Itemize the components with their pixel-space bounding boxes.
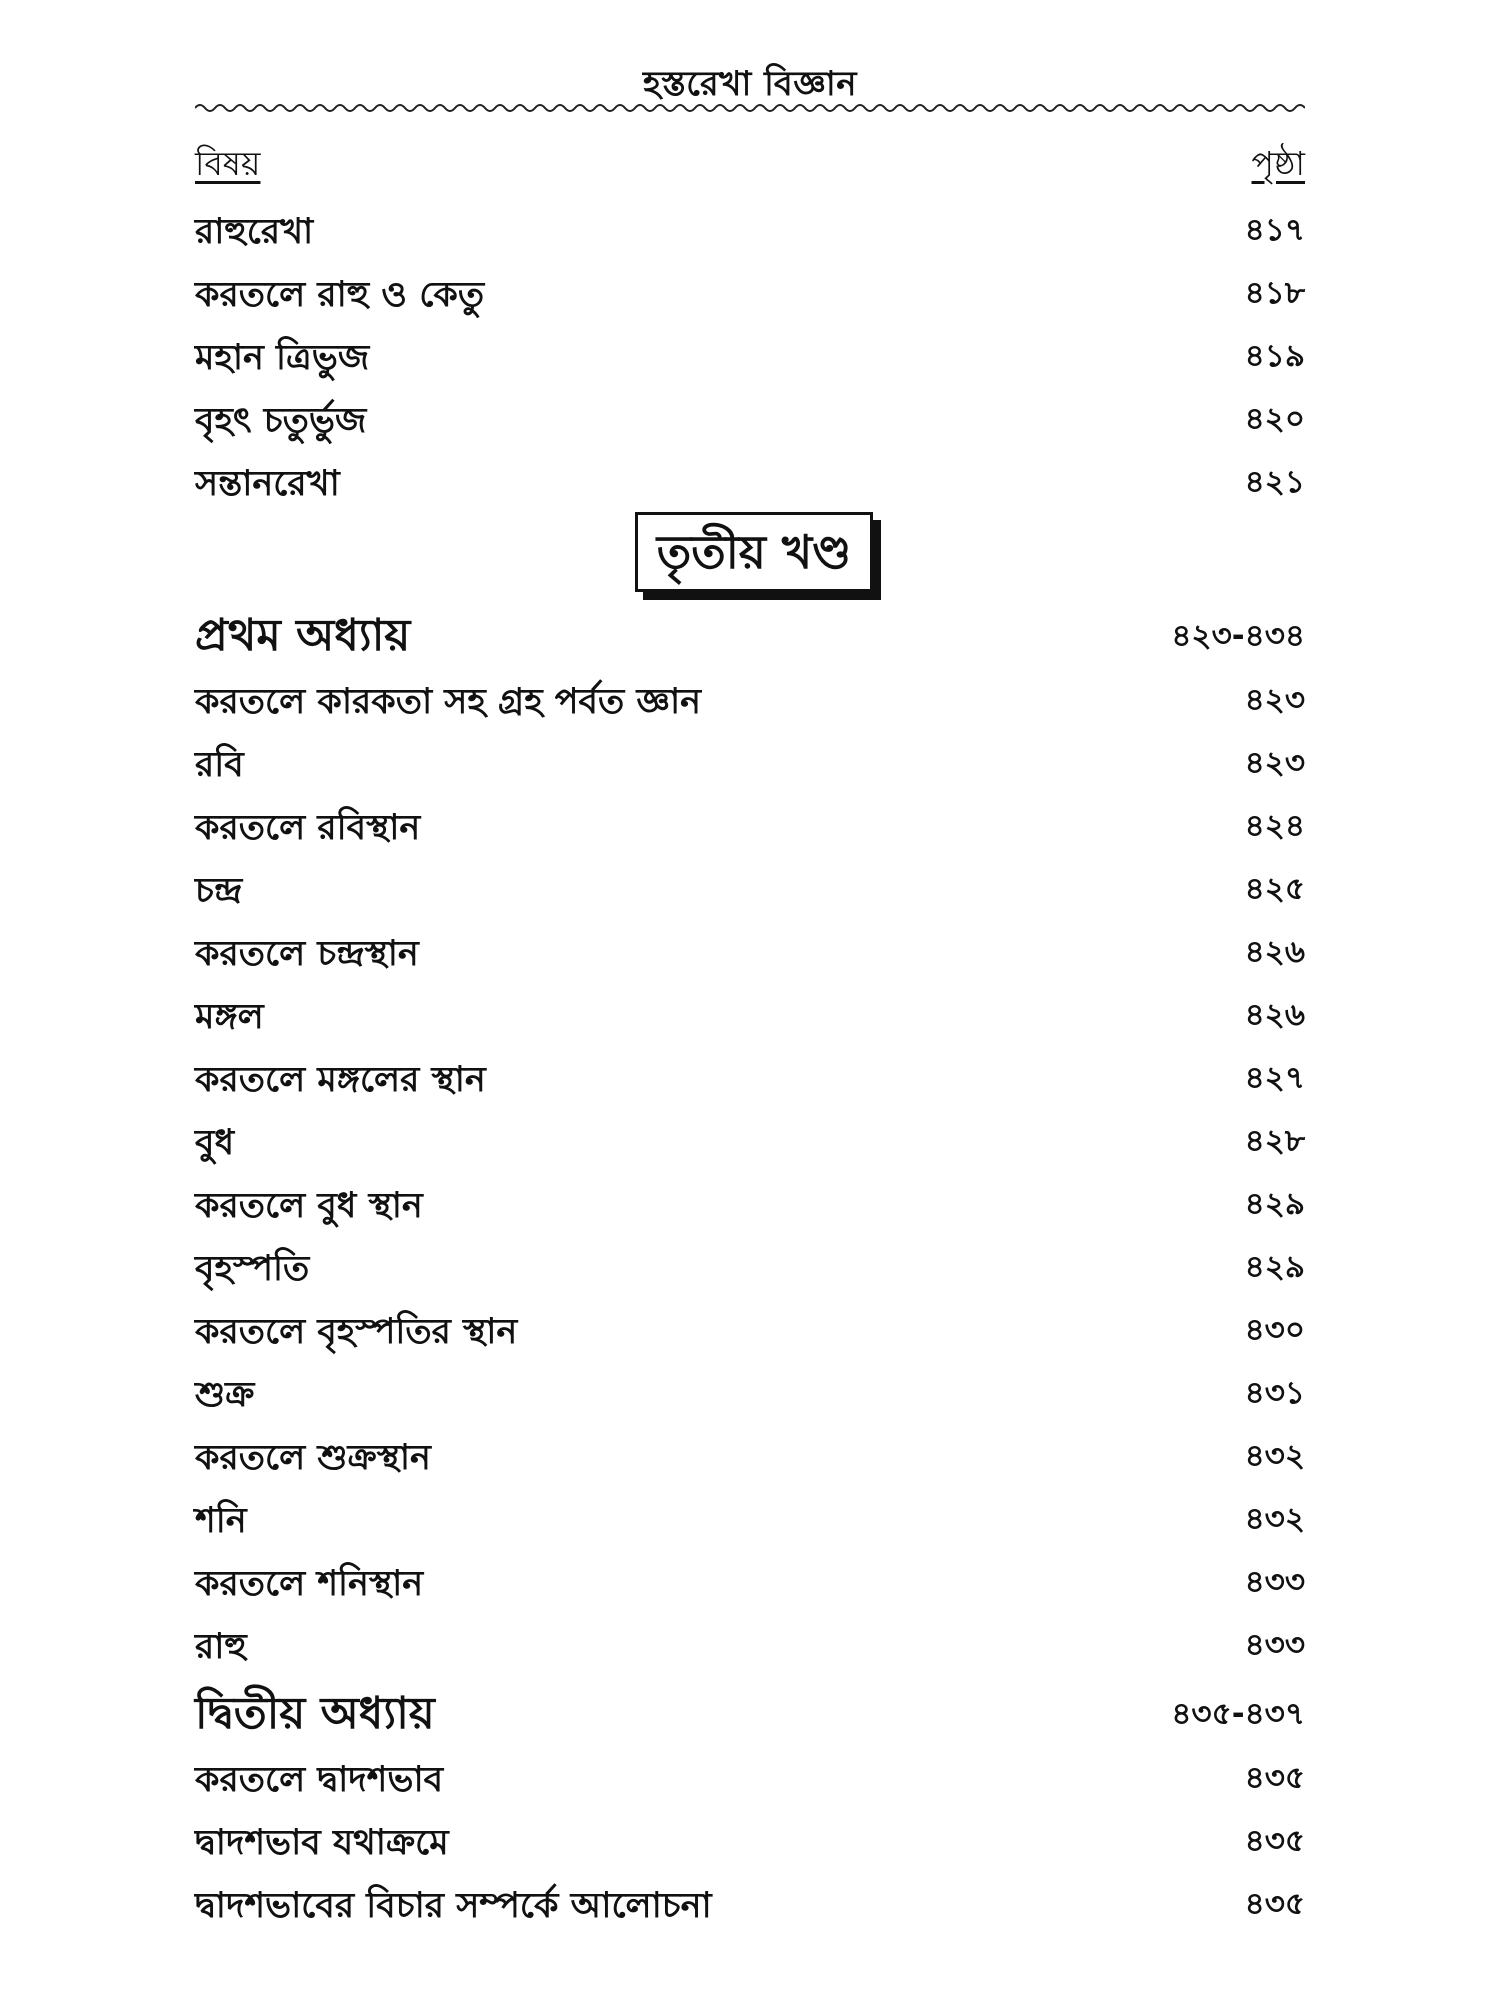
toc-entry [195, 857, 1305, 920]
entry-page: ৪৩৩ [1244, 1564, 1305, 1600]
toc-entry [195, 387, 1305, 450]
toc-entry [195, 1046, 1305, 1109]
entry-page: ৪২০ [1244, 401, 1305, 437]
entry-title: শুক্র [195, 1375, 255, 1415]
entry-page: ৪২৩ [1244, 682, 1305, 718]
entry-title: করতলে মঙ্গলের স্থান [195, 1060, 486, 1100]
entry-page: ৪২৩ [1244, 745, 1305, 781]
entry-page: ৪৩৫ [1244, 1823, 1305, 1859]
entry-page: ৪১৭ [1244, 212, 1305, 248]
entry-title: করতলে রবিস্থান [195, 808, 421, 848]
entry-title: রাহু [195, 1627, 247, 1667]
chapter-title: দ্বিতীয় অধ্যায় [195, 1688, 435, 1739]
toc-entry [195, 668, 1305, 731]
toc-entry [195, 450, 1305, 513]
entry-title: দ্বাদশভাবের বিচার সম্পর্কে আলোচনা [195, 1886, 712, 1926]
entry-page: ৪২১ [1244, 464, 1305, 500]
entry-page: ৪২৮ [1244, 1123, 1305, 1159]
entry-title: দ্বাদশভাব যথাক্রমে [195, 1823, 449, 1863]
entry-page: ৪২৬ [1244, 997, 1305, 1033]
entry-title: মহান ত্রিভুজ [195, 338, 370, 378]
chapter-heading [195, 598, 1305, 668]
entry-title: মঙ্গল [195, 997, 264, 1037]
entry-page: ৪২৬ [1244, 934, 1305, 970]
toc-entry [195, 1613, 1305, 1676]
running-head: হস্তরেখা বিজ্ঞান [642, 64, 858, 104]
entry-title: করতলে রাহু ও কেতু [195, 275, 485, 315]
chapter-title: প্রথম অধ্যায় [195, 610, 411, 661]
toc-header [195, 138, 1305, 188]
toc-entry [195, 1172, 1305, 1235]
toc-entry [195, 1746, 1305, 1809]
entry-page: ৪২৯ [1244, 1186, 1305, 1222]
toc-entry [195, 920, 1305, 983]
entry-title: বৃহৎ চতুর্ভুজ [195, 401, 367, 441]
entry-title: করতলে চন্দ্রস্থান [195, 934, 419, 974]
entry-page: ৪৩৫ [1244, 1886, 1305, 1922]
chapter-page-range: ৪৩৫-৪৩৭ [1171, 1696, 1305, 1732]
toc-entry [195, 731, 1305, 794]
toc-entry [195, 1487, 1305, 1550]
entry-title: করতলে শুক্রস্থান [195, 1438, 431, 1478]
section-title-box: তৃতীয় খণ্ড [635, 512, 873, 592]
wavy-divider [195, 100, 1305, 116]
entry-page: ৪৩৫ [1244, 1760, 1305, 1796]
entry-title: চন্দ্র [195, 871, 243, 911]
subject-column-heading: বিষয় [195, 144, 261, 183]
toc-entry [195, 1298, 1305, 1361]
toc-entry [195, 324, 1305, 387]
entry-title: রাহুরেখা [195, 212, 314, 252]
entry-title: শনি [195, 1501, 247, 1541]
toc-list-top [195, 198, 1305, 513]
entry-page: ৪৩২ [1244, 1438, 1305, 1474]
toc-entry [195, 794, 1305, 857]
entry-page: ৪১৮ [1244, 275, 1305, 311]
entry-page: ৪১৯ [1244, 338, 1305, 374]
entry-page: ৪৩৩ [1244, 1627, 1305, 1663]
toc-entry [195, 198, 1305, 261]
entry-page: ৪২৫ [1244, 871, 1305, 907]
entry-page: ৪২৭ [1244, 1060, 1305, 1096]
entry-title: রবি [195, 745, 244, 785]
toc-entry [195, 261, 1305, 324]
entry-title: করতলে শনিস্থান [195, 1564, 424, 1604]
entry-page: ৪৩১ [1244, 1375, 1305, 1411]
entry-title: বৃহস্পতি [195, 1249, 310, 1289]
entry-title: করতলে বুধ স্থান [195, 1186, 423, 1226]
entry-page: ৪২৪ [1244, 808, 1305, 844]
toc-entry [195, 1109, 1305, 1172]
toc-entry [195, 1361, 1305, 1424]
toc-entry [195, 1872, 1305, 1935]
page-column-heading: পৃষ্ঠা [1251, 144, 1305, 183]
toc-list-chapter-1 [195, 598, 1305, 1935]
entry-title: বুধ [195, 1123, 235, 1163]
entry-page: ৪২৯ [1244, 1249, 1305, 1285]
entry-page: ৪৩০ [1244, 1312, 1305, 1348]
entry-page: ৪৩২ [1244, 1501, 1305, 1537]
entry-title: করতলে কারকতা সহ গ্রহ পর্বত জ্ঞান [195, 682, 702, 722]
toc-entry [195, 1235, 1305, 1298]
toc-entry [195, 1809, 1305, 1872]
chapter-heading [195, 1676, 1305, 1746]
chapter-page-range: ৪২৩-৪৩৪ [1171, 618, 1305, 654]
toc-entry [195, 1550, 1305, 1613]
toc-entry [195, 983, 1305, 1046]
toc-entry [195, 1424, 1305, 1487]
entry-title: করতলে বৃহস্পতির স্থান [195, 1312, 518, 1352]
entry-title: করতলে দ্বাদশভাব [195, 1760, 444, 1800]
entry-title: সন্তানরেখা [195, 464, 340, 504]
